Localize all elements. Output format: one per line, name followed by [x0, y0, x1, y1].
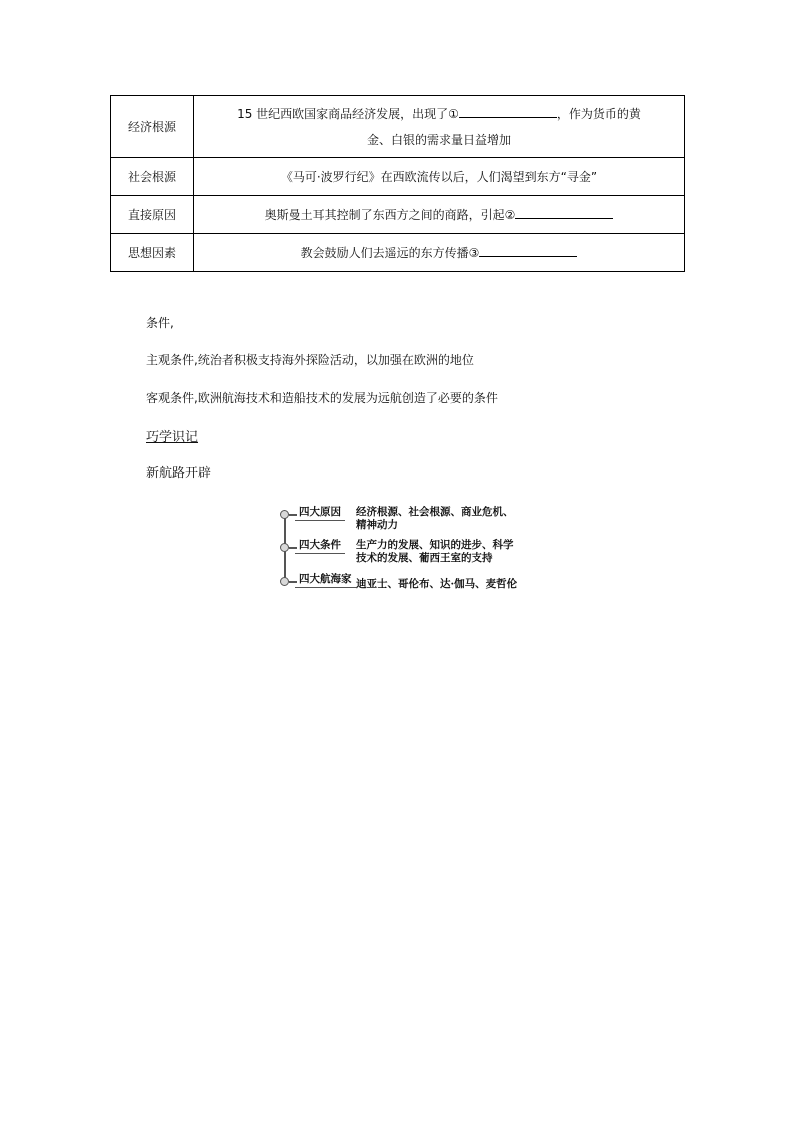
table-row — [111, 196, 685, 234]
row-content: 《马可·波罗行纪》在西欧流传以后，人们渴望到东方“寻金” — [194, 158, 685, 196]
answer-blank-3[interactable] — [479, 242, 577, 257]
row-label: 直接原因 — [111, 196, 194, 234]
mind-map — [278, 502, 558, 594]
desc-line: 精神动力 — [356, 519, 398, 531]
conditions-title: 条件, — [146, 316, 174, 330]
mindmap-node — [280, 577, 289, 586]
objective-condition: 客观条件,欧洲航海技术和造船技术的发展为远航创造了必要的条件 — [146, 391, 498, 405]
row-label: 社会根源 — [111, 158, 194, 196]
subjective-condition: 主观条件,统治者积极支持海外探险活动，以加强在欧洲的地位 — [146, 353, 474, 367]
mindmap-node — [280, 510, 289, 519]
row-label: 经济根源 — [111, 96, 194, 158]
answer-blank-2[interactable] — [515, 204, 613, 219]
mindmap-label: 四大原因 — [295, 504, 345, 521]
content-text: 奥斯曼土耳其控制了东西方之间的商路，引起② — [264, 207, 516, 222]
content-text: ，作为货币的黄 — [556, 106, 641, 121]
desc-line: 经济根源、社会根源、商业危机、 — [356, 506, 514, 518]
mindmap-desc — [356, 578, 517, 591]
mindmap-label: 四大航海家 — [295, 571, 356, 588]
desc-line: 生产力的发展、知识的进步、科学 — [356, 539, 514, 551]
content-text: 金、白银的需求量日益增加 — [366, 132, 511, 147]
mindmap-desc — [356, 506, 514, 532]
table-row — [111, 158, 685, 196]
answer-blank-1[interactable] — [459, 103, 557, 118]
content-text: 15 世纪西欧国家商品经济发展，出现了① — [237, 106, 459, 121]
row-label: 思想因素 — [111, 234, 194, 272]
row-content — [194, 196, 685, 234]
mindmap-desc — [356, 539, 514, 565]
mindmap-label: 四大条件 — [295, 537, 345, 554]
content-text: 教会鼓励人们去遥远的东方传播③ — [300, 245, 480, 260]
desc-line: 技术的发展、葡西王室的支持 — [356, 552, 493, 564]
row-content — [194, 96, 685, 158]
row-content — [194, 234, 685, 272]
memory-subheading: 新航路开辟 — [146, 466, 212, 481]
table-row — [111, 234, 685, 272]
desc-line: 迪亚士、哥伦布、达·伽马、麦哲伦 — [356, 578, 518, 590]
table-row — [111, 96, 685, 158]
mindmap-node — [280, 543, 289, 552]
reasons-table — [110, 95, 685, 272]
memory-heading: 巧学识记 — [146, 430, 199, 445]
